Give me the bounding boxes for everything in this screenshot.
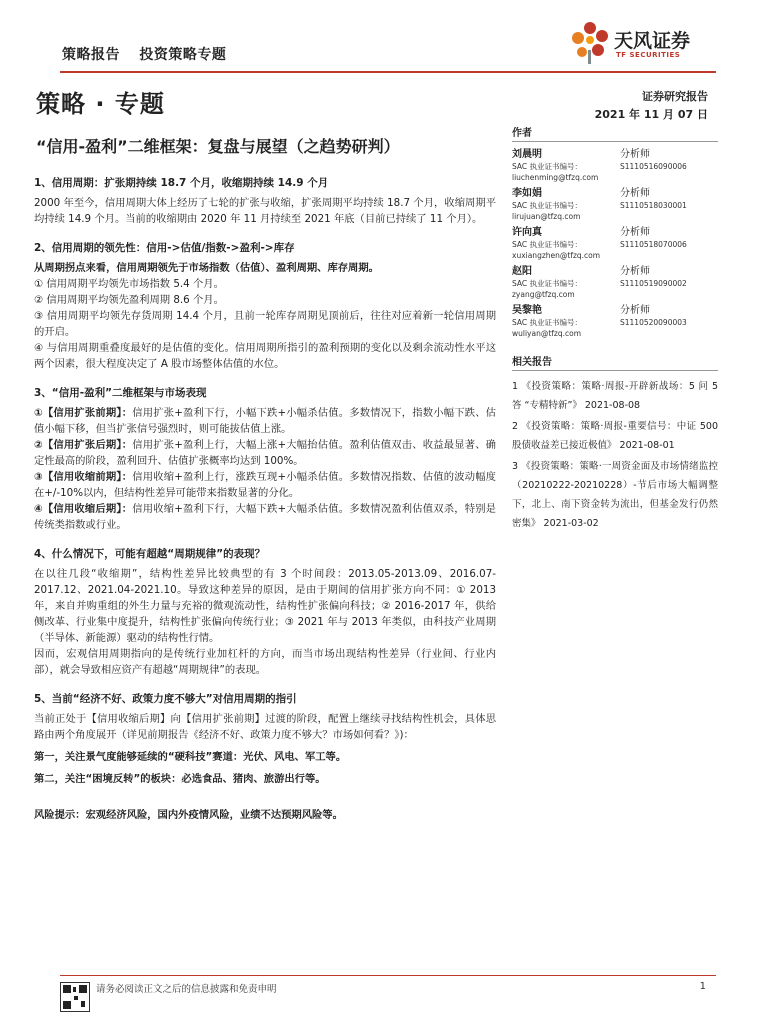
section-5-text: 当前正处于【信用收缩后期】向【信用扩张前期】过渡的阶段，配置上继续寻找结构性机会，具体思路由两个角度展开（详见前期报告《经济不好、政策力度不够大？市场如何看？》)： (34, 713, 496, 741)
phase-tag: ④【信用收缩后期】： (34, 503, 133, 515)
author-role: 分析师 (620, 188, 650, 199)
footer-divider (60, 975, 716, 976)
sidebar (512, 124, 718, 535)
author-sac-label: SAC 执业证书编号： (512, 240, 583, 249)
author-card (512, 148, 718, 183)
author-sac-id: S1110520090003 (620, 318, 687, 327)
author-email[interactable]: lirujuan@tfzq.com (512, 212, 581, 221)
author-card (512, 265, 718, 300)
author-role: 分析师 (620, 227, 650, 238)
related-report-item[interactable]: 3 《投资策略：策略·一周资金面及市场情绪监控（20210222-20210228）-节后市场大幅调整下，北上、南下资金转为流出，但基金发行仍然密集》 2021-03-02 (512, 461, 718, 529)
author-card (512, 226, 718, 261)
author-role: 分析师 (620, 266, 650, 277)
risk-warning: 风险提示：宏观经济风险，国内外疫情风险，业绩不达预期风险等。 (34, 809, 343, 821)
section-1-text: 2000 年至今，信用周期大体上经历了七轮的扩张与收缩，扩张周期平均持续 18.7 个月，收缩周期平均持续 14.9 个月。当前的收缩期由 2020 年 11 月持续至 2021 年底（目前已持续了 11 个月）。 (34, 197, 496, 225)
nav-strategy-topic: 投资策略专题 (139, 47, 227, 63)
author-role: 分析师 (620, 305, 650, 316)
main-content (34, 176, 496, 823)
author-card (512, 187, 718, 222)
page-title: 策略 · 专题 (36, 90, 165, 118)
section-4-text: 在以往几段“收缩期”，结构性差异比较典型的有 3 个时间段：2013.05-2013.09、2016.07-2017.12、2021.04-2021.10。导致这种差异的原因，是由于期间的信用扩张方向不同：① 2013 年，来自并购重组的外生力量与充裕的微观流动性，结构性扩张偏向科技；② 2016-2017 年，供给侧改革、行业集中度提升，结构性扩张偏向传统行业；③ 2021 年与 2013 年类似，由科技产业周期（半导体、新能源）驱动的结构性行情。 (34, 568, 496, 644)
section-3-item (34, 469, 496, 501)
author-email[interactable]: liuchenming@tfzq.com (512, 173, 599, 182)
section-5-point-1: 第一，关注景气度能够延续的“硬科技”赛道：光伏、风电、军工等。 (34, 751, 347, 763)
phase-text: 信用扩张+盈利下行，小幅下跌+小幅杀估值。多数情况下，指数小幅下跌、估值小幅下移，但当扩张信号强烈时，则可能拔估值上涨。 (34, 407, 496, 435)
section-3-item (34, 501, 496, 533)
author-sac-id: S1110516090006 (620, 162, 687, 171)
authors-heading: 作者 (512, 124, 718, 142)
header-nav (62, 44, 240, 64)
author-sac-label: SAC 执业证书编号： (512, 318, 583, 327)
section-2-item: ② 信用周期平均领先盈利周期 8.6 个月。 (34, 294, 224, 306)
author-email[interactable]: zyang@tfzq.com (512, 290, 575, 299)
phase-tag: ①【信用扩张前期】： (34, 407, 133, 419)
report-date: 2021 年 11 月 07 日 (594, 108, 708, 121)
section-2-item: ③ 信用周期平均领先存货周期 14.4 个月，且前一轮库存周期见顶前后，往往对应着新一轮信用周期的开启。 (34, 310, 496, 338)
author-sac-id: S1110518030001 (620, 201, 687, 210)
section-2-heading: 2、信用周期的领先性：信用->估值/指数->盈利->库存 (34, 242, 295, 254)
phase-text: 信用收缩+盈利上行，涨跌互现+小幅杀估值。多数情况指数、估值的波动幅度在+/-10%以内，但结构性差异可能带来指数显著的分化。 (34, 471, 496, 499)
section-3-item (34, 405, 496, 437)
section-4-heading: 4、什么情况下，可能有超越“周期规律”的表现？ (34, 548, 266, 560)
section-4-text: 因而，宏观信用周期指向的是传统行业加杠杆的方向，而当市场出现结构性差异（行业间、行业内部），就会导致相应资产有超越“周期规律”的表现。 (34, 648, 496, 676)
author-name: 刘晨明 (512, 149, 542, 160)
logo-text-en: TF SECURITIES (616, 51, 681, 59)
phase-text: 信用扩张+盈利上行，大幅上涨+大幅抬估值。盈利估值双击、收益最显著、确定性最高的阶段，盈利回升、估值扩张概率均达到 100%。 (34, 439, 496, 467)
author-sac-id: S1110519090002 (620, 279, 687, 288)
phase-tag: ②【信用扩张后期】： (34, 439, 133, 451)
author-card (512, 304, 718, 339)
report-subtitle: “信用-盈利”二维框架：复盘与展望（之趋势研判） (36, 137, 400, 156)
section-2-lead: 从周期拐点来看，信用周期领先于市场指数（估值）、盈利周期、库存周期。 (34, 262, 379, 274)
author-email[interactable]: xuxiangzhen@tfzq.com (512, 251, 601, 260)
section-1-heading: 1、信用周期：扩张期持续 18.7 个月，收缩期持续 14.9 个月 (34, 177, 329, 189)
qr-code-icon (60, 982, 90, 1012)
author-sac-id: S1110518070006 (620, 240, 687, 249)
logo-text-cn: 天风证券 (614, 30, 691, 52)
related-reports-heading: 相关报告 (512, 353, 718, 371)
author-role: 分析师 (620, 149, 650, 160)
author-sac-label: SAC 执业证书编号： (512, 162, 583, 171)
author-sac-label: SAC 执业证书编号： (512, 279, 583, 288)
nav-strategy-report: 策略报告 (62, 47, 120, 63)
related-report-item[interactable]: 1 《投资策略：策略·周报-开辟新战场：5 问 5 答 “专精特新”》 2021-08-08 (512, 381, 718, 411)
flower-logo-icon (566, 20, 614, 66)
section-5-heading: 5、当前“经济不好、政策力度不够大”对信用周期的指引 (34, 693, 297, 705)
author-name: 赵阳 (512, 266, 532, 277)
section-3-heading: 3、“信用-盈利”二维框架与市场表现 (34, 387, 207, 399)
header-divider (60, 71, 716, 73)
section-2-item: ④ 与信用周期重叠度最好的是估值的变化。信用周期所指引的盈利预期的变化以及剩余流动性水平这两个因素，很大程度决定了 A 股市场整体估值的水位。 (34, 342, 496, 370)
footer-disclaimer: 请务必阅读正文之后的信息披露和免责申明 (96, 984, 277, 995)
author-name: 李如娟 (512, 188, 542, 199)
phase-text: 信用收缩+盈利下行，大幅下跌+大幅杀估值。多数情况盈利估值双杀，特别是传统类指数或行业。 (34, 503, 496, 531)
page-number: 1 (699, 981, 706, 992)
phase-tag: ③【信用收缩前期】： (34, 471, 133, 483)
author-name: 许向真 (512, 227, 542, 238)
company-logo (566, 18, 716, 68)
section-2-item: ① 信用周期平均领先市场指数 5.4 个月。 (34, 278, 224, 290)
related-report-item[interactable]: 2 《投资策略：策略·周报-重要信号：中证 500 股债收益差已接近极值》 2021-08-01 (512, 421, 718, 451)
section-3-item (34, 437, 496, 469)
author-email[interactable]: wuliyan@tfzq.com (512, 329, 582, 338)
author-name: 吴黎艳 (512, 305, 542, 316)
author-sac-label: SAC 执业证书编号： (512, 201, 583, 210)
report-type: 证券研究报告 (642, 90, 708, 103)
section-5-point-2: 第二，关注“困境反转”的板块：必选食品、猪肉、旅游出行等。 (34, 773, 326, 785)
